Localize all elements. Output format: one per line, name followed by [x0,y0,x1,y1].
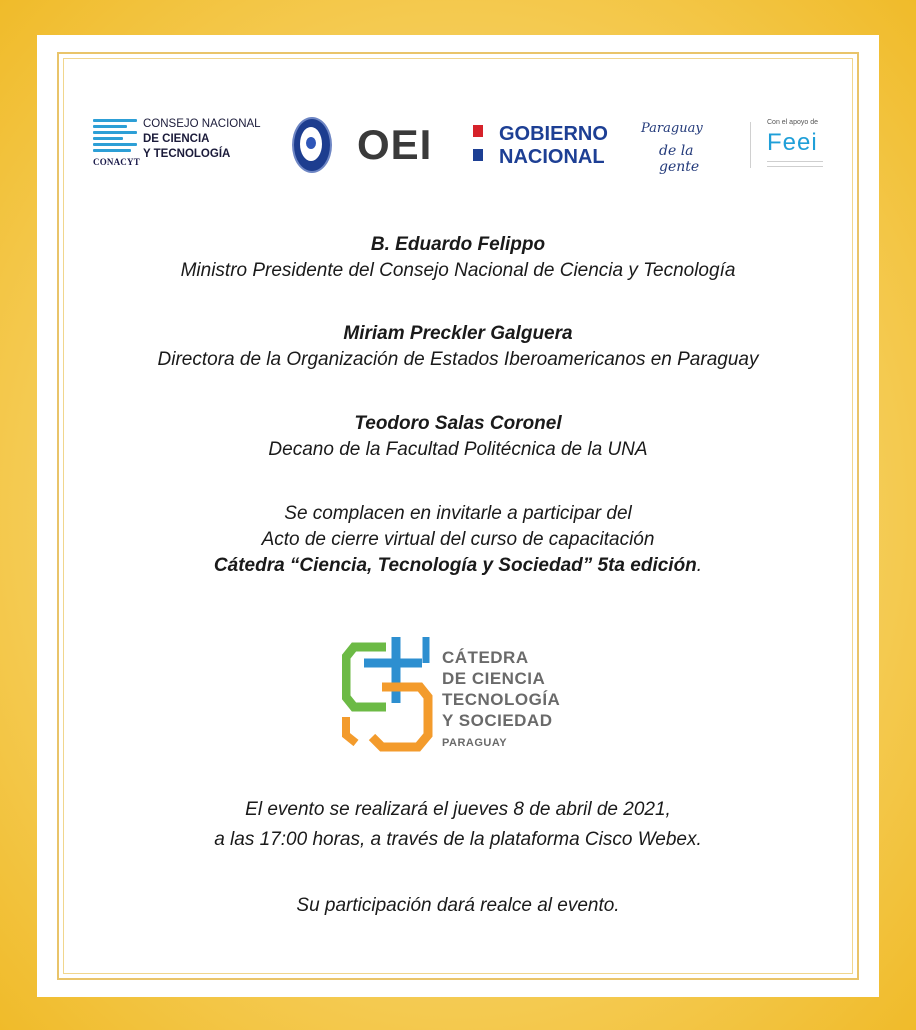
signatory-3 [37,411,879,463]
signatory-2 [37,321,879,373]
course-title: Cátedra “Ciencia, Tecnología y Sociedad” 5ta edición [213,555,697,576]
conacyt-logo [93,117,273,171]
signatory-role: Directora de la Organización de Estados Iberoamericanos en Paraguay [157,349,759,370]
signatory-role: Decano de la Facultad Politécnica de la UNA [268,439,648,460]
signatory-role: Ministro Presidente del Consejo Nacional de Ciencia y Tecnología [180,260,736,281]
paraguay-de-la-gente-logo: Paraguay de la gente [641,121,703,175]
closing-text: Su participación dará realce al evento. [296,895,620,916]
signatory-name: B. Eduardo Felippo [370,234,546,255]
flag-red-icon [473,125,483,137]
cts-emblem-icon [342,635,437,753]
catedra-logo: CÁTEDRA DE CIENCIA TECNOLOGÍA Y SOCIEDAD PARAGUAY [342,635,582,755]
signatory-name: Teodoro Salas Coronel [354,413,562,434]
invitation-card [37,35,879,997]
gobierno-nacional-logo: GOBIERNO NACIONAL [473,123,633,167]
flag-blue-icon [473,149,483,161]
logo-bar [37,35,879,235]
conacyt-stripes-icon [93,119,137,155]
event-details: El evento se realizará el jueves 8 de abril de 2021, a las 17:00 horas, a través de la plataforma Cisco Webex. [214,799,702,850]
invitation-text: Se complacen en invitarle a participar del Acto de cierre virtual del curso de capacitación Cátedra “Ciencia, Tecnología y Sociedad” 5ta edición. [213,503,703,576]
conacyt-name: CONSEJO NACIONAL DE CIENCIA Y TECNOLOGÍA [143,118,261,160]
feei-logo: Con el apoyo de Feei [765,119,835,175]
logo-divider [750,122,751,168]
signatory-1 [37,232,879,284]
conacyt-abbr: CONACYT [93,157,140,167]
signatory-name: Miriam Preckler Galguera [343,323,573,344]
oei-logo: OEI [357,121,433,168]
university-seal-icon [292,117,332,173]
